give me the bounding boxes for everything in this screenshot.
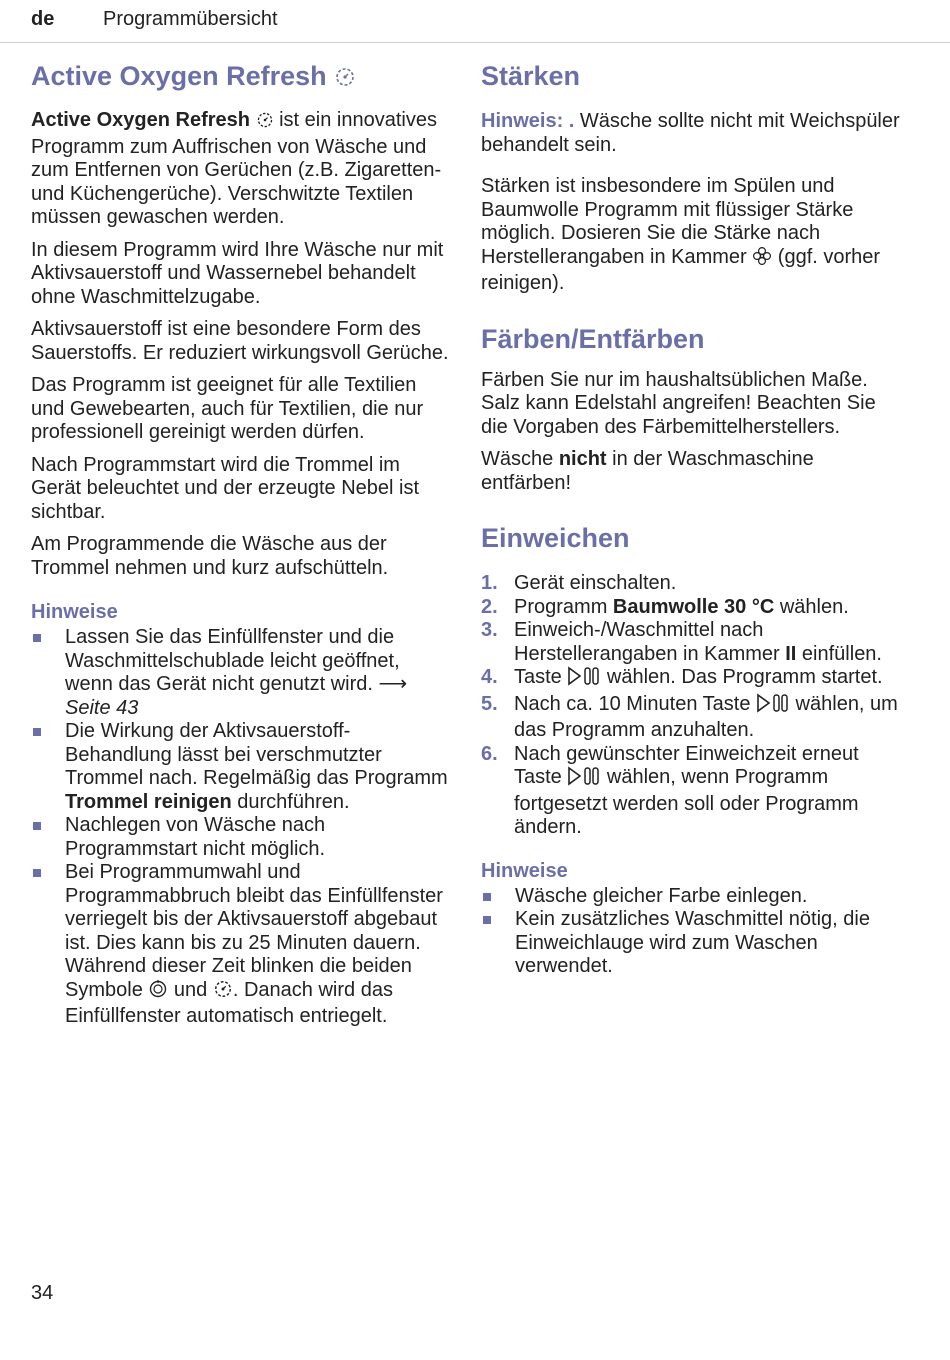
step-text: Programm (514, 595, 613, 618)
language-tag: de (31, 8, 55, 30)
list-item-bold: Trommel reinigen (65, 790, 232, 813)
step-bold: Baumwolle 30 °C (612, 595, 775, 618)
intro-bold: Active Oxygen Refresh (31, 109, 250, 131)
list-item-text: Kein zusätzliches Waschmittel nötig, die Einweichlauge wird zum Waschen verwendet. (515, 908, 870, 977)
page-number: 34 (31, 1282, 54, 1304)
intro-text: ist ein innovatives Programm zum Auffrischen von Wäsche und zum Entfernen von Gerüchen (z.B. Zigaretten- und Küchengerüche). Verschwitzte Textilen müssen gewaschen werden. (31, 109, 442, 228)
paragraph-6: Am Programmende die Wäsche aus der Trommel nehmen und kurz aufschütteln. (31, 533, 389, 579)
paragraph-2: In diesem Programm wird Ihre Wäsche nur mit Aktivsauerstoff und Wassernebel behandelt ohne Waschmittelzugabe. (31, 238, 444, 308)
hinweise-list-right (481, 885, 901, 979)
step-text: wählen. Das Programm startet. (601, 666, 883, 688)
list-item-text: Wäsche gleicher Farbe einlegen. (515, 884, 808, 907)
bullet-square-icon (483, 893, 491, 901)
step-text: einfüllen. (796, 642, 882, 665)
list-item-text: Lassen Sie das Einfüllfenster und die Waschmittelschublade leicht geöffnet, wenn das Gerät nicht genutzt wird. (65, 626, 400, 695)
bullet-square-icon (33, 822, 41, 830)
faerben-bold: nicht (558, 448, 607, 470)
step-item (481, 743, 901, 840)
hinweis-text: Wäsche sollte nicht mit Weichspüler behandelt sein. (481, 110, 900, 156)
step-number: 2. (481, 595, 498, 618)
active-oxygen-icon (256, 111, 274, 136)
faerben-text: in der Waschmaschine entfärben! (481, 448, 814, 494)
step-item (481, 666, 901, 693)
arrow-right-icon: ⟶ (378, 673, 408, 695)
paragraph-5: Nach Programmstart wird die Trommel im Gerät beleuchtet und der erzeugte Nebel ist sichtbar. (31, 453, 420, 523)
step-bold: II (785, 642, 797, 665)
list-item-text: und (168, 978, 213, 1001)
step-number: 3. (481, 619, 498, 641)
faerben-text: Wäsche (481, 448, 559, 470)
staerken-note (481, 110, 901, 157)
einweichen-heading: Einweichen (481, 523, 630, 553)
start-pause-icon (567, 666, 601, 693)
einweichen-steps (481, 572, 901, 840)
list-item-text: Die Wirkung der Aktivsauerstoff-Behandlung lässt bei verschmutzter Trommel nach. Regelmäßig das Programm (65, 720, 448, 789)
active-oxygen-heading (31, 58, 449, 97)
intro-paragraph (31, 109, 449, 230)
list-item-text: Nachlegen von Wäsche nach Programmstart nicht möglich. (65, 814, 326, 860)
door-lock-icon (148, 979, 168, 1006)
hinweise-heading-right: Hinweise (481, 859, 568, 882)
step-text: Einweich-/Waschmittel nach Herstellerangaben in Kammer (514, 619, 786, 665)
left-column (31, 58, 449, 1029)
hinweise-heading-left: Hinweise (31, 601, 118, 623)
staerken-text: (ggf. vorher reinigen). (481, 245, 881, 294)
step-text: Nach gewünschter Einweichzeit erneut Taste (514, 742, 859, 788)
hinweise-list-left (31, 626, 449, 1029)
flower-compartment-icon (752, 246, 772, 273)
step-text: wählen, wenn Programm fortgesetzt werden soll oder Programm ändern. (514, 766, 859, 838)
bullet-square-icon (33, 728, 41, 736)
step-text: Taste (514, 666, 568, 688)
step-number: 1. (481, 572, 498, 594)
active-oxygen-icon (213, 979, 233, 1006)
section-title: Programmübersicht (103, 8, 278, 30)
active-oxygen-title: Active Oxygen Refresh (31, 61, 327, 91)
staerken-heading: Stärken (481, 61, 581, 91)
staerken-paragraph (481, 175, 901, 296)
page-header (31, 8, 931, 34)
step-item (481, 572, 901, 596)
faerben-paragraph-2 (481, 448, 901, 495)
step-item (481, 619, 901, 666)
step-item (481, 596, 901, 620)
header-divider (0, 42, 950, 43)
list-item (31, 861, 449, 1029)
step-number: 4. (481, 666, 498, 688)
list-item (31, 814, 449, 861)
hinweis-label: Hinweis: . (481, 110, 575, 132)
bullet-square-icon (483, 916, 491, 924)
step-number: 6. (481, 742, 498, 765)
list-item (481, 885, 901, 909)
right-column (481, 58, 901, 979)
list-item-text: . Danach wird das Einfüllfenster automatisch entriegelt. (65, 978, 393, 1027)
step-item (481, 693, 901, 743)
step-number: 5. (481, 692, 498, 715)
list-item (31, 626, 449, 720)
list-item-text: durchführen. (231, 790, 350, 813)
step-text: Nach ca. 10 Minuten Taste (514, 692, 756, 715)
start-pause-icon (567, 766, 601, 793)
faerben-paragraph-1: Färben Sie nur im haushaltsüblichen Maße. Salz kann Edelstahl angreifen! Beachten Sie die Vorgaben des Färbemittelherstellers. (481, 368, 876, 438)
list-item-text: Bei Programmumwahl und Programmabbruch bleibt das Einfüllfenster verriegelt bis der Aktivsauerstoff abgebaut ist. Dies kann bis zu 25 Minuten dauern. Während dieser Zeit blinken die beiden Symbole (65, 861, 443, 1001)
step-text: Gerät einschalten. (514, 572, 677, 594)
list-item (481, 908, 901, 979)
bullet-square-icon (33, 869, 41, 877)
paragraph-3: Aktivsauerstoff ist eine besondere Form des Sauerstoffs. Er reduziert wirkungsvoll Gerüche. (31, 318, 449, 364)
faerben-heading: Färben/Entfärben (481, 323, 705, 354)
start-pause-icon (756, 693, 790, 720)
step-text: wählen, um das Programm anzuhalten. (514, 692, 898, 741)
step-text: wählen. (774, 595, 849, 618)
paragraph-4: Das Programm ist geeignet für alle Textilien und Gewebearten, auch für Textilien, die nur professionell gereinigt werden dürfen. (31, 374, 424, 443)
bullet-square-icon (33, 634, 41, 642)
page-reference-link[interactable]: Seite 43 (65, 696, 139, 719)
active-oxygen-icon (334, 61, 356, 97)
staerken-text: Stärken ist insbesondere im Spülen und Baumwolle Programm mit flüssiger Stärke möglich. Dosieren Sie die Stärke nach Herstellerangaben in Kammer (481, 175, 854, 268)
list-item (31, 720, 449, 814)
